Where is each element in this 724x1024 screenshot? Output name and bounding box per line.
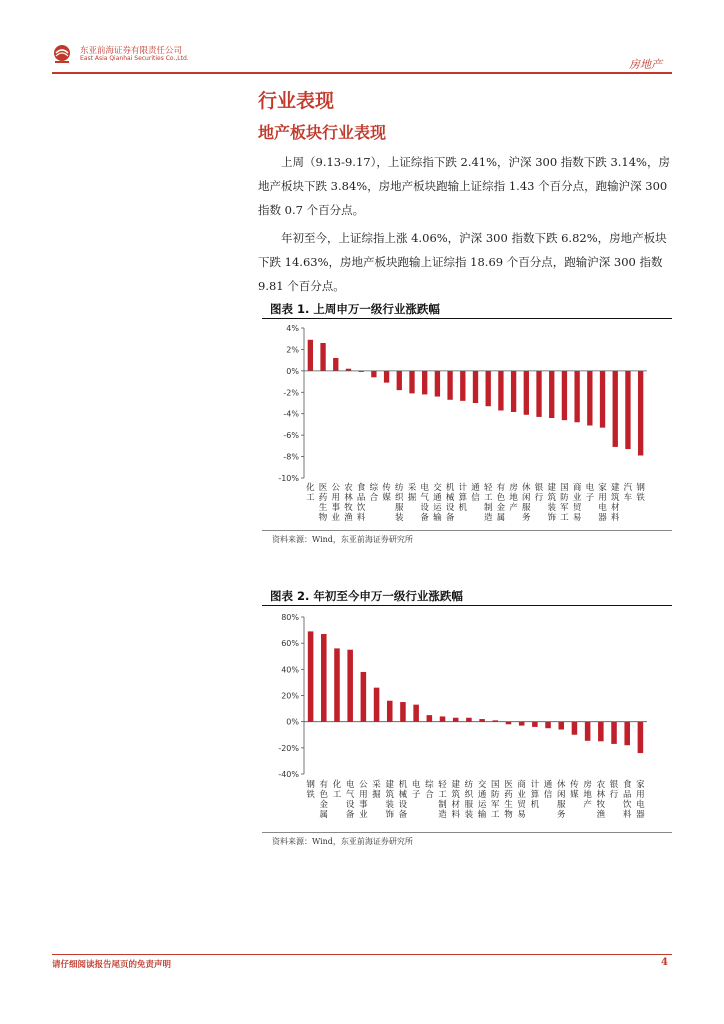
chart2-category-label: 属 <box>319 810 329 820</box>
chart1-bar <box>409 371 414 394</box>
chart1-category-label: 材 <box>610 503 620 513</box>
chart2-bar <box>519 722 525 726</box>
chart2-bar <box>558 722 564 730</box>
chart1-category-label: 品 <box>356 493 366 503</box>
figure2-chart <box>262 607 672 831</box>
figure1-bottom-rule <box>262 530 672 531</box>
chart1-category-label: 产 <box>509 503 518 513</box>
chart2-category-label: 医 <box>504 780 513 790</box>
chart1-category-label: 属 <box>496 513 506 523</box>
chart1-category-label: 食 <box>356 483 366 493</box>
header-divider <box>52 72 672 74</box>
chart2-category-label: 色 <box>319 790 329 800</box>
chart2-category-label: 轻 <box>438 780 447 790</box>
chart1-category-label: 色 <box>496 493 506 503</box>
chart1-bar <box>524 371 529 415</box>
chart2-category-label: 药 <box>504 790 513 800</box>
chart1-bar <box>511 371 516 412</box>
chart2-category-label: 建 <box>385 780 395 790</box>
chart2-category-label: 物 <box>504 810 513 820</box>
chart1-category-label: 务 <box>522 513 531 523</box>
chart1-category-label: 贸 <box>572 503 582 513</box>
chart1-category-label: 金 <box>496 503 506 513</box>
chart1-category-label: 器 <box>598 513 607 523</box>
figure2-top-rule <box>262 605 672 606</box>
chart2-bar <box>532 722 538 727</box>
chart1-category-label: 生 <box>318 503 328 513</box>
figure1-title: 图表 1. 上周申万一级行业涨跌幅 <box>270 302 440 316</box>
chart1-category-label: 备 <box>420 513 429 523</box>
chart2-category-label: 房 <box>583 780 592 790</box>
chart1-bar <box>536 371 541 417</box>
chart1-category-label: 传 <box>382 483 391 493</box>
chart1-category-label: 电 <box>420 483 429 493</box>
chart1-category-label: 林 <box>344 493 353 503</box>
chart1-category-label: 媒 <box>382 493 391 503</box>
page-number: 4 <box>661 957 668 968</box>
subsection-heading: 地产板块行业表现 <box>258 123 387 142</box>
chart1-bar <box>625 371 630 449</box>
chart2-category-label: 军 <box>491 800 500 810</box>
chart2-y-tick-label: -20% <box>278 743 299 753</box>
chart2-category-label: 金 <box>319 800 329 810</box>
chart2-bar <box>585 722 591 741</box>
chart2-bar <box>572 722 578 735</box>
chart2-category-label: 传 <box>570 780 579 790</box>
chart2-category-label: 电 <box>411 780 421 790</box>
chart1-category-label: 饮 <box>356 503 366 513</box>
chart1-category-label: 服 <box>395 503 404 513</box>
footer-divider <box>52 954 672 955</box>
chart2-category-label: 器 <box>636 810 645 820</box>
company-name-en: East Asia Qianhai Securities Co.,Ltd. <box>80 55 189 62</box>
chart1-category-label: 采 <box>407 483 417 493</box>
chart1-bar <box>397 371 402 390</box>
chart2-bar <box>440 716 446 721</box>
chart2-bar <box>308 631 314 721</box>
chart2-category-label: 料 <box>622 810 632 820</box>
chart1-bar <box>562 371 567 420</box>
chart1-category-label: 械 <box>445 493 455 503</box>
chart1-bar <box>549 371 554 418</box>
chart1-category-label: 建 <box>610 483 620 493</box>
chart1-category-label: 闲 <box>522 493 531 503</box>
chart1-category-label: 轻 <box>483 483 493 493</box>
chart2-y-tick-label: -40% <box>278 770 299 779</box>
chart2-category-label: 用 <box>359 790 368 800</box>
chart2-category-label: 掘 <box>372 790 381 800</box>
chart2-category-label: 服 <box>556 800 566 810</box>
chart1-category-label: 筑 <box>610 493 620 503</box>
chart2-category-label: 化 <box>332 780 342 790</box>
chart2-category-label: 纺 <box>464 780 474 790</box>
chart2-category-label: 电 <box>636 800 645 810</box>
figure1-top-rule <box>262 318 672 319</box>
chart2-category-label: 工 <box>491 810 500 820</box>
chart1-bar <box>498 371 503 411</box>
chart1-bar <box>613 371 618 447</box>
chart1-bar <box>435 371 440 397</box>
chart1-category-label: 输 <box>433 513 442 523</box>
chart1-y-tick-label: 0% <box>286 366 299 376</box>
chart2-y-tick-label: 0% <box>286 717 299 727</box>
chart1-category-label: 设 <box>420 503 429 513</box>
chart1-category-label: 用 <box>331 493 341 503</box>
chart2-category-label: 运 <box>477 800 487 810</box>
chart2-category-label: 农 <box>596 780 606 790</box>
chart1-bar <box>422 371 427 395</box>
chart2-bar <box>400 702 406 722</box>
chart1-category-label: 牧 <box>344 503 353 513</box>
chart1-bar <box>320 343 325 371</box>
chart1-category-label: 工 <box>306 493 315 503</box>
figure2-source: 资料来源：Wind，东亚前海证券研究所 <box>272 837 413 846</box>
figure1-source: 资料来源：Wind，东亚前海证券研究所 <box>272 535 413 544</box>
chart1-category-label: 通 <box>471 483 480 493</box>
chart1-y-tick-label: -4% <box>283 409 299 419</box>
chart1-category-label: 物 <box>318 513 328 523</box>
chart2-bar <box>321 634 327 722</box>
chart1-category-label: 用 <box>598 493 607 503</box>
chart1-category-label: 事 <box>331 503 341 513</box>
chart2-category-label: 采 <box>372 780 381 790</box>
chart1-category-label: 公 <box>331 483 341 493</box>
chart1-y-tick-label: 4% <box>286 324 299 333</box>
chart2-category-label: 铁 <box>306 790 315 800</box>
chart1-category-label: 电 <box>585 483 595 493</box>
chart1-category-label: 织 <box>395 493 404 503</box>
chart1-category-label: 国 <box>560 483 569 493</box>
chart2-category-label: 饰 <box>385 810 395 820</box>
chart2-category-label: 械 <box>398 790 408 800</box>
chart1-category-label: 合 <box>369 493 379 503</box>
chart1-category-label: 休 <box>522 483 531 493</box>
chart1-category-label: 商 <box>572 483 582 493</box>
chart2-category-label: 工 <box>332 790 342 800</box>
chart1-category-label: 药 <box>318 493 328 503</box>
chart1-bar <box>333 358 338 371</box>
chart1-category-label: 银 <box>534 483 544 493</box>
header-section-title: 房地产 <box>629 58 662 71</box>
chart1-category-label: 通 <box>433 493 442 503</box>
chart1-y-tick-label: -10% <box>278 474 299 483</box>
chart2-category-label: 输 <box>477 810 487 820</box>
page-header <box>0 0 724 74</box>
chart2-bar <box>361 672 367 722</box>
chart2-bar <box>466 718 472 722</box>
chart1-category-label: 防 <box>560 493 569 503</box>
chart1-category-label: 建 <box>547 483 556 493</box>
chart2-category-label: 设 <box>398 800 408 810</box>
chart1-category-label: 易 <box>572 513 582 523</box>
chart2-category-label: 织 <box>464 790 474 800</box>
footer-disclaimer: 请仔细阅读报告尾页的免责声明 <box>52 960 172 970</box>
chart1-category-label: 业 <box>331 513 341 523</box>
chart1-category-label: 饰 <box>547 513 556 523</box>
chart2-category-label: 食 <box>622 780 632 790</box>
chart1-bar <box>486 371 491 406</box>
chart2-category-label: 饮 <box>622 800 632 810</box>
chart2-category-label: 备 <box>398 810 408 820</box>
chart1-bar <box>384 371 389 383</box>
chart2-category-label: 计 <box>530 780 540 790</box>
chart2-category-label: 行 <box>609 790 619 800</box>
chart1-category-label: 料 <box>356 513 366 523</box>
company-name-cn: 东亚前海证券有限责任公司 <box>80 46 183 56</box>
chart2-bar <box>413 705 419 722</box>
chart2-category-label: 服 <box>464 800 474 810</box>
chart1-category-label: 料 <box>610 513 620 523</box>
chart2-category-label: 牧 <box>596 800 606 810</box>
chart2-category-label: 地 <box>583 790 592 800</box>
chart1-category-label: 气 <box>420 493 429 503</box>
chart1-category-label: 工 <box>560 513 569 523</box>
chart1-category-label: 算 <box>458 493 468 503</box>
chart2-category-label: 国 <box>491 780 500 790</box>
chart2-y-tick-label: 40% <box>281 665 299 675</box>
chart1-bar <box>460 371 465 401</box>
chart2-category-label: 有 <box>319 780 329 790</box>
chart1-category-label: 子 <box>585 493 595 503</box>
chart1-category-label: 医 <box>318 483 328 493</box>
chart1-category-label: 机 <box>445 483 455 493</box>
paragraph-ytd: 年初至今，上证综指上涨 4.06%，沪深 300 指数下跌 6.82%，房地产板块下跌 14.63%，房地产板块跑输上证综指 18.69 个百分点，跑输沪深 300 指数 9.81 个百分点。 <box>258 231 667 293</box>
chart2-category-label: 事 <box>359 800 368 810</box>
company-logo-icon <box>52 44 72 64</box>
chart2-category-label: 交 <box>477 780 487 790</box>
chart1-category-label: 渔 <box>344 513 353 523</box>
chart1-category-label: 业 <box>572 493 582 503</box>
paragraph-weekly: 上周（9.13-9.17），上证综指下跌 2.41%，沪深 300 指数下跌 3.14%，房地产板块下跌 3.84%，房地产板块跑输上证综指 1.43 个百分点，跑输沪深 300 指数 0.7 个百分点。 <box>258 155 670 217</box>
chart1-bar <box>371 371 376 377</box>
chart2-category-label: 业 <box>517 790 526 800</box>
chart2-category-label: 家 <box>636 780 645 790</box>
chart2-category-label: 通 <box>477 790 487 800</box>
chart2-category-label: 工 <box>438 790 447 800</box>
chart2-category-label: 生 <box>504 800 513 810</box>
chart1-category-label: 制 <box>483 503 493 513</box>
chart1-category-label: 行 <box>534 493 544 503</box>
chart2-category-label: 备 <box>345 810 355 820</box>
chart2-bar <box>387 701 393 722</box>
chart2-category-label: 子 <box>411 790 421 800</box>
chart1-y-tick-label: -6% <box>283 431 299 441</box>
chart2-category-label: 气 <box>345 790 355 800</box>
chart2-category-label: 公 <box>359 780 368 790</box>
chart2-category-label: 电 <box>345 780 355 790</box>
section-heading: 行业表现 <box>258 90 335 112</box>
chart1-category-label: 农 <box>344 483 353 493</box>
chart1-category-label: 装 <box>547 503 556 513</box>
chart1-y-tick-label: -2% <box>283 388 299 398</box>
chart2-category-label: 算 <box>530 790 540 800</box>
chart1-category-label: 工 <box>483 493 493 503</box>
chart2-category-label: 用 <box>636 790 645 800</box>
chart1-category-label: 电 <box>598 503 607 513</box>
chart2-bar <box>598 722 604 742</box>
chart2-category-label: 商 <box>517 780 526 790</box>
chart1-category-label: 掘 <box>407 493 417 503</box>
chart2-y-tick-label: 60% <box>281 639 299 649</box>
chart1-category-label: 纺 <box>395 483 404 493</box>
chart2-category-label: 综 <box>425 780 434 790</box>
chart1-category-label: 筑 <box>547 493 556 503</box>
chart2-category-label: 产 <box>583 800 592 810</box>
chart1-bar <box>600 371 605 428</box>
chart2-category-label: 信 <box>543 790 553 800</box>
chart1-category-label: 信 <box>471 493 480 503</box>
chart1-category-label: 机 <box>458 503 468 513</box>
chart1-bar <box>574 371 579 422</box>
chart1-category-label: 钢 <box>636 483 645 493</box>
figure2-title: 图表 2. 年初至今申万一级行业涨跌幅 <box>270 589 463 603</box>
chart1-category-label: 运 <box>433 503 442 513</box>
chart2-category-label: 业 <box>359 810 368 820</box>
chart2-bar <box>624 722 630 746</box>
chart2-category-label: 林 <box>596 790 606 800</box>
chart2-category-label: 筑 <box>385 790 395 800</box>
figure2-bottom-rule <box>262 832 672 833</box>
chart2-category-label: 机 <box>398 780 408 790</box>
chart2-bar <box>453 718 459 722</box>
chart2-category-label: 钢 <box>306 780 315 790</box>
chart1-category-label: 装 <box>395 513 404 523</box>
chart2-y-tick-label: 80% <box>281 613 299 622</box>
chart2-bar <box>427 715 433 722</box>
chart1-category-label: 家 <box>598 483 607 493</box>
chart2-bar <box>374 688 380 722</box>
chart1-category-label: 军 <box>560 503 569 513</box>
chart1-y-tick-label: 2% <box>286 345 299 355</box>
chart2-category-label: 品 <box>622 790 632 800</box>
chart2-category-label: 渔 <box>596 810 606 820</box>
chart2-category-label: 料 <box>451 810 460 820</box>
chart1-category-label: 汽 <box>623 483 633 493</box>
chart1-bar <box>587 371 592 426</box>
chart2-category-label: 贸 <box>517 800 526 810</box>
chart2-bar <box>545 722 551 729</box>
chart1-category-label: 房 <box>509 483 518 493</box>
chart2-category-label: 通 <box>543 780 553 790</box>
chart2-category-label: 装 <box>464 810 474 820</box>
chart1-bar <box>638 371 643 456</box>
chart2-category-label: 材 <box>451 800 460 810</box>
chart1-category-label: 综 <box>369 483 379 493</box>
chart1-category-label: 备 <box>445 513 455 523</box>
chart2-category-label: 休 <box>556 780 566 790</box>
chart2-category-label: 筑 <box>451 790 460 800</box>
chart1-category-label: 服 <box>522 503 531 513</box>
chart2-bar <box>638 722 644 753</box>
chart1-category-label: 造 <box>483 513 493 523</box>
chart1-bar <box>473 371 478 403</box>
chart2-bar <box>611 722 617 744</box>
chart2-bar <box>334 648 340 721</box>
chart2-category-label: 防 <box>491 790 500 800</box>
chart2-category-label: 闲 <box>556 790 566 800</box>
chart1-category-label: 交 <box>433 483 442 493</box>
chart2-bar <box>347 650 353 722</box>
chart2-category-label: 设 <box>345 800 355 810</box>
chart2-category-label: 机 <box>530 800 540 810</box>
chart2-category-label: 建 <box>451 780 460 790</box>
chart1-category-label: 地 <box>509 493 518 503</box>
chart1-y-tick-label: -8% <box>283 452 299 462</box>
chart2-category-label: 合 <box>425 790 434 800</box>
chart2-category-label: 务 <box>556 810 566 820</box>
chart2-category-label: 媒 <box>570 790 579 800</box>
chart2-category-label: 易 <box>517 810 526 820</box>
chart2-category-label: 装 <box>385 800 395 810</box>
chart1-category-label: 车 <box>623 493 633 503</box>
chart1-category-label: 设 <box>445 503 455 513</box>
chart1-bar <box>447 371 452 400</box>
chart2-y-tick-label: 20% <box>281 691 299 701</box>
chart1-category-label: 有 <box>496 483 506 493</box>
chart2-category-label: 造 <box>438 810 447 820</box>
chart1-category-label: 计 <box>458 483 468 493</box>
figure1-chart <box>262 320 672 530</box>
chart2-category-label: 制 <box>438 800 447 810</box>
chart2-category-label: 银 <box>609 780 619 790</box>
chart1-category-label: 铁 <box>636 493 645 503</box>
chart1-bar <box>308 340 313 371</box>
chart1-category-label: 化 <box>306 483 315 493</box>
